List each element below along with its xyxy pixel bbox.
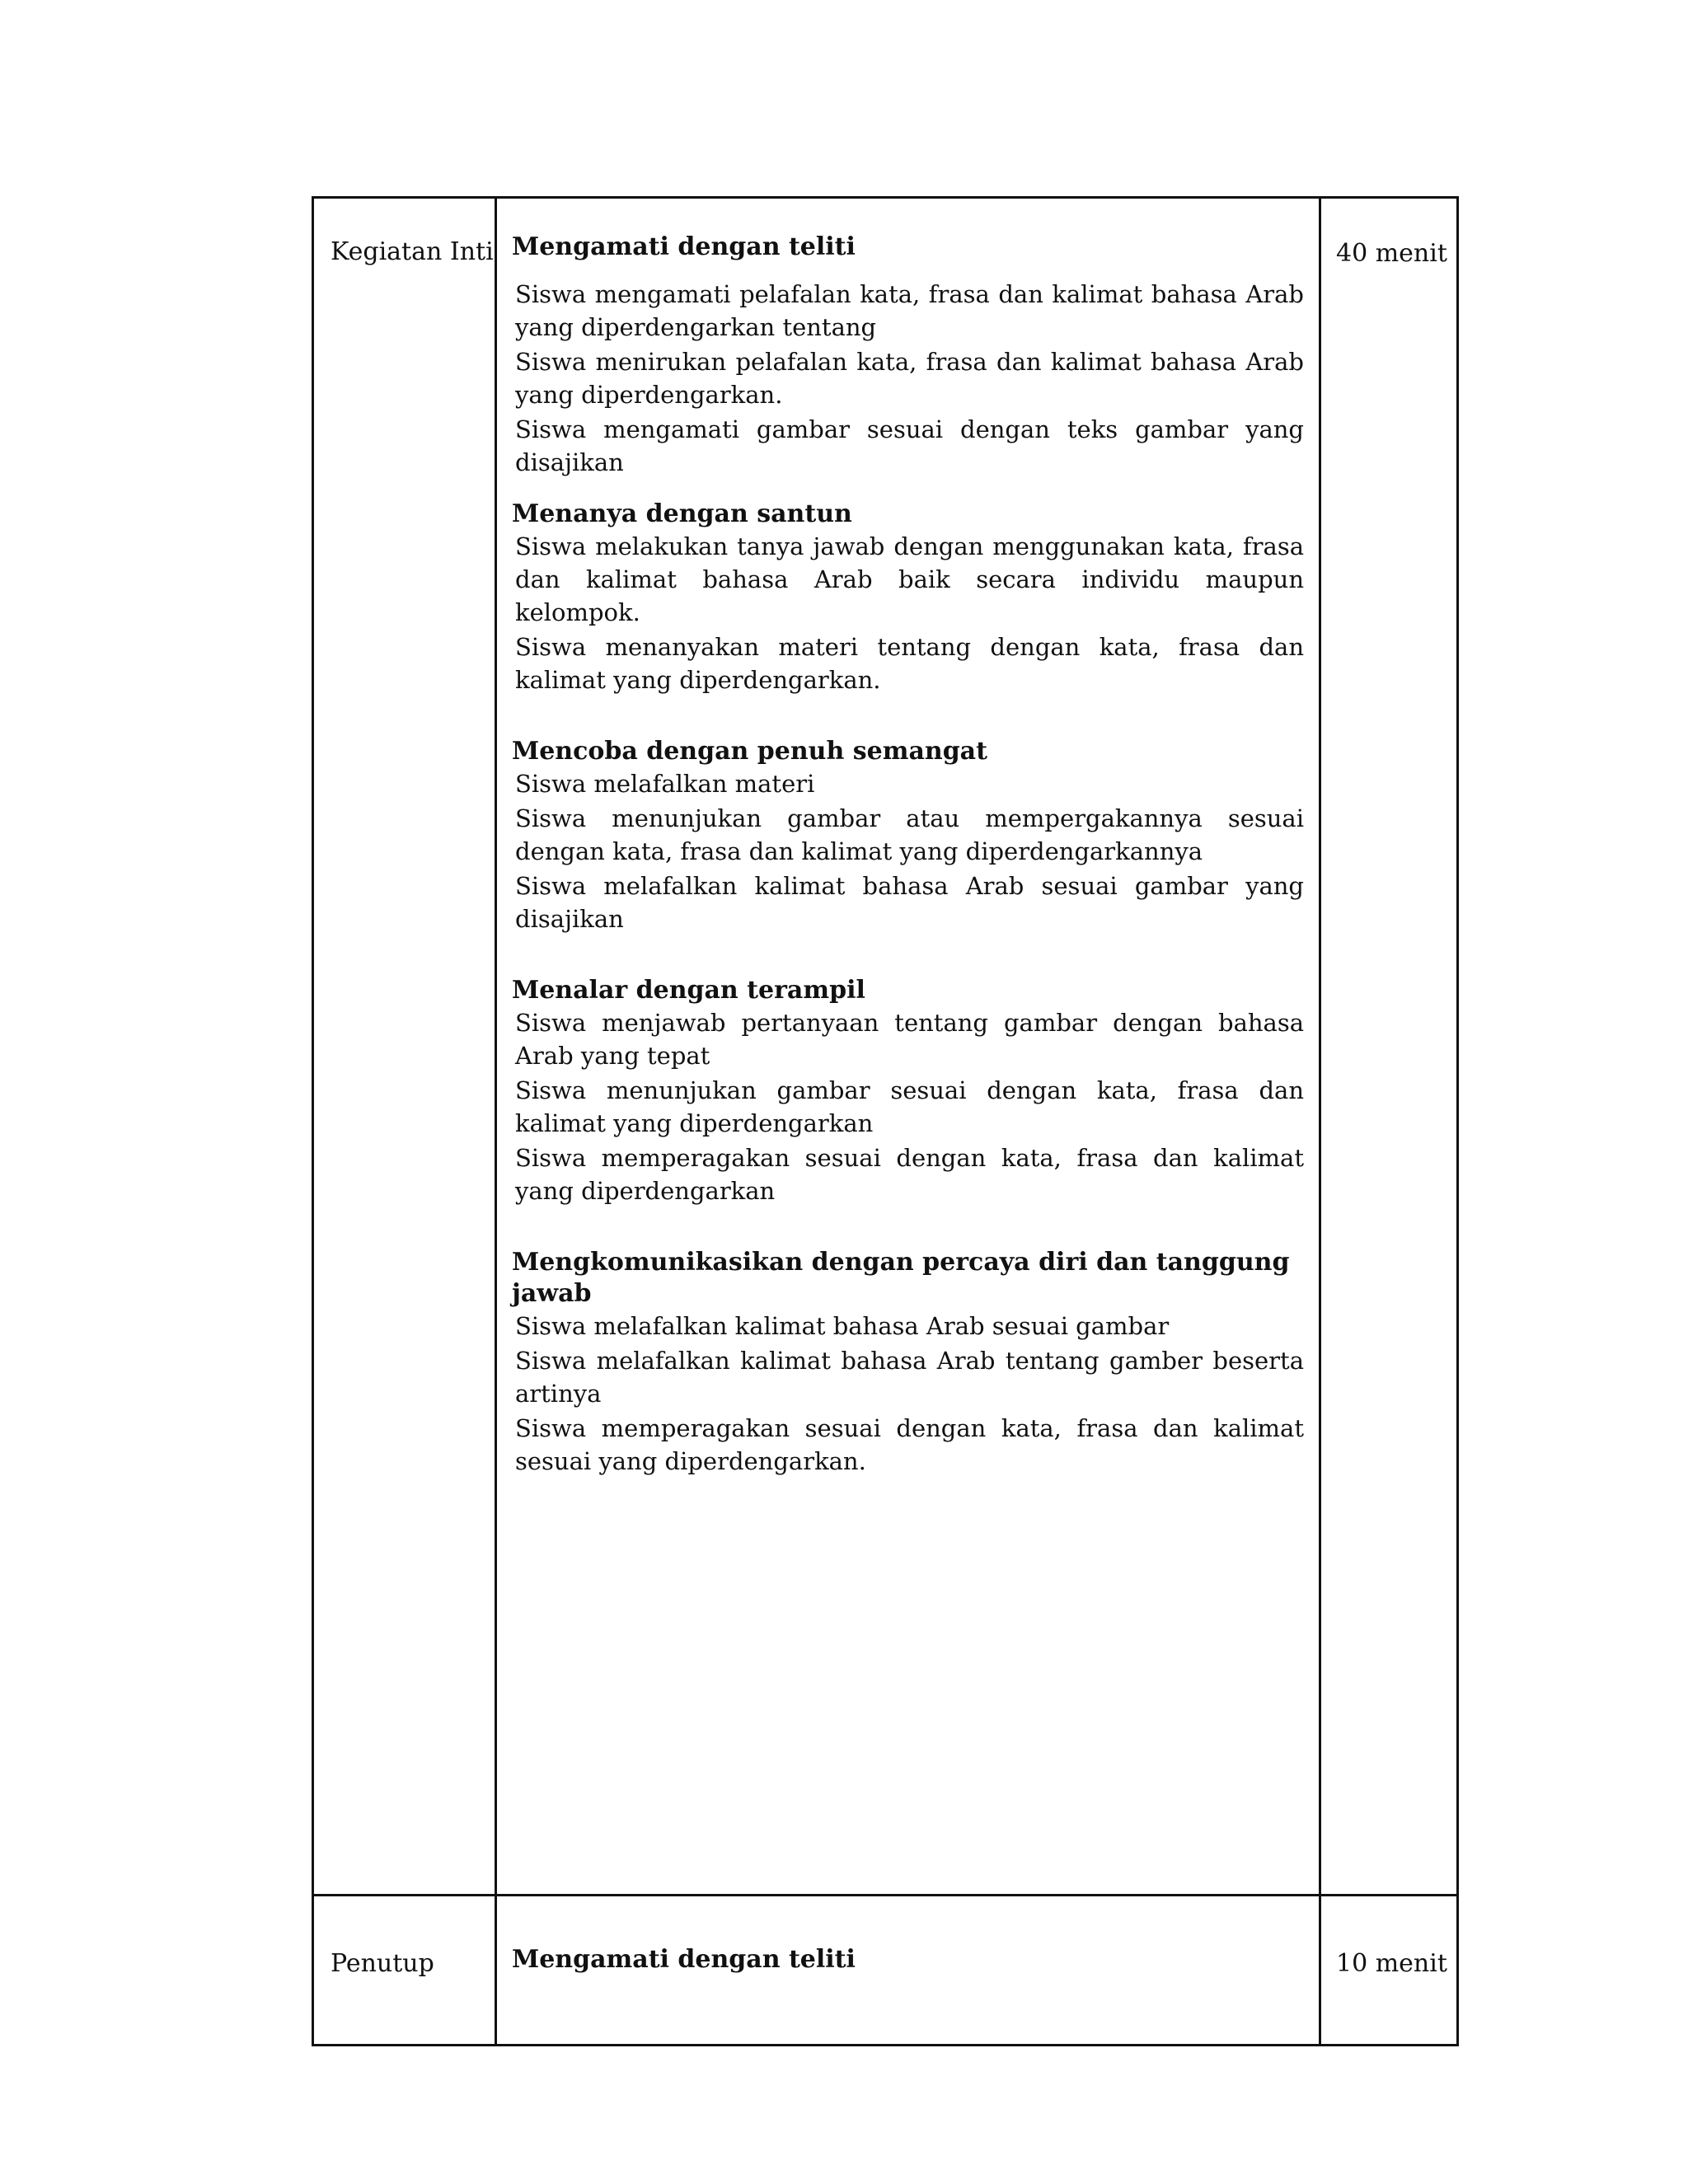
list-item: Siswa melafalkan kalimat bahasa Arab sesuai gambar	[515, 1312, 1170, 1340]
section-items	[512, 530, 1304, 696]
list-item: Siswa mengamati pelafalan kata, frasa dan kalimat bahasa Arab yang diperdengarkan tentang	[515, 280, 1304, 341]
duration-cell	[1320, 198, 1458, 1896]
list-item: Siswa melakukan tanya jawab dengan menggunakan kata, frasa dan kalimat bahasa Arab baik secara individu maupun kelompok.	[515, 532, 1304, 626]
section-mengkomunikasikan	[512, 1247, 1304, 1478]
table-row-kegiatan-inti	[313, 198, 1458, 1896]
activity-content-cell	[496, 1896, 1320, 2046]
section-mengamati-penutup	[512, 1944, 1304, 1975]
section-title: Mengamati dengan teliti	[512, 1945, 856, 1974]
section-menanya	[512, 499, 1304, 696]
activity-table	[312, 196, 1459, 2046]
section-title: Menanya dengan santun	[512, 499, 852, 528]
section-menalar	[512, 975, 1304, 1207]
list-item: Siswa melafalkan materi	[515, 770, 815, 798]
list-item: Siswa menirukan pelafalan kata, frasa dan kalimat bahasa Arab yang diperdengarkan.	[515, 348, 1304, 409]
table-row-penutup	[313, 1896, 1458, 2046]
activity-label-cell	[313, 1896, 496, 2046]
duration-cell	[1320, 1896, 1458, 2046]
list-item: Siswa melafalkan kalimat bahasa Arab tentang gamber beserta artinya	[515, 1347, 1304, 1408]
list-item: Siswa memperagakan sesuai dengan kata, frasa dan kalimat yang diperdengarkan	[515, 1144, 1304, 1205]
section-title: Mengamati dengan teliti	[512, 232, 856, 261]
section-items	[512, 278, 1304, 479]
list-item: Siswa melafalkan kalimat bahasa Arab sesuai gambar yang disajikan	[515, 872, 1304, 933]
activity-content-cell	[496, 198, 1320, 1896]
duration-value: 40 menit	[1336, 239, 1447, 268]
section-items	[512, 1310, 1304, 1478]
list-item: Siswa memperagakan sesuai dengan kata, frasa dan kalimat sesuai yang diperdengarkan.	[515, 1414, 1304, 1475]
list-item: Siswa mengamati gambar sesuai dengan teks gambar yang disajikan	[515, 415, 1304, 476]
list-item: Siswa menunjukan gambar atau mempergakannya sesuai dengan kata, frasa dan kalimat yang diperdengarkannya	[515, 804, 1304, 865]
section-mengamati	[512, 232, 1304, 479]
section-items	[512, 767, 1304, 935]
section-title: Mengkomunikasikan dengan percaya diri dan tanggung jawab	[512, 1248, 1290, 1308]
section-title: Mencoba dengan penuh semangat	[512, 737, 987, 766]
activity-label-cell	[313, 198, 496, 1896]
section-items	[512, 1006, 1304, 1207]
duration-value: 10 menit	[1336, 1949, 1447, 1978]
list-item: Siswa menjawab pertanyaan tentang gambar dengan bahasa Arab yang tepat	[515, 1009, 1304, 1070]
activity-label: Penutup	[331, 1949, 434, 1978]
list-item: Siswa menunjukan gambar sesuai dengan kata, frasa dan kalimat yang diperdengarkan	[515, 1076, 1304, 1137]
section-title: Menalar dengan terampil	[512, 976, 865, 1005]
activity-label: Kegiatan Inti	[331, 237, 494, 266]
list-item: Siswa menanyakan materi tentang dengan kata, frasa dan kalimat yang diperdengarkan.	[515, 633, 1304, 694]
section-mencoba	[512, 736, 1304, 935]
